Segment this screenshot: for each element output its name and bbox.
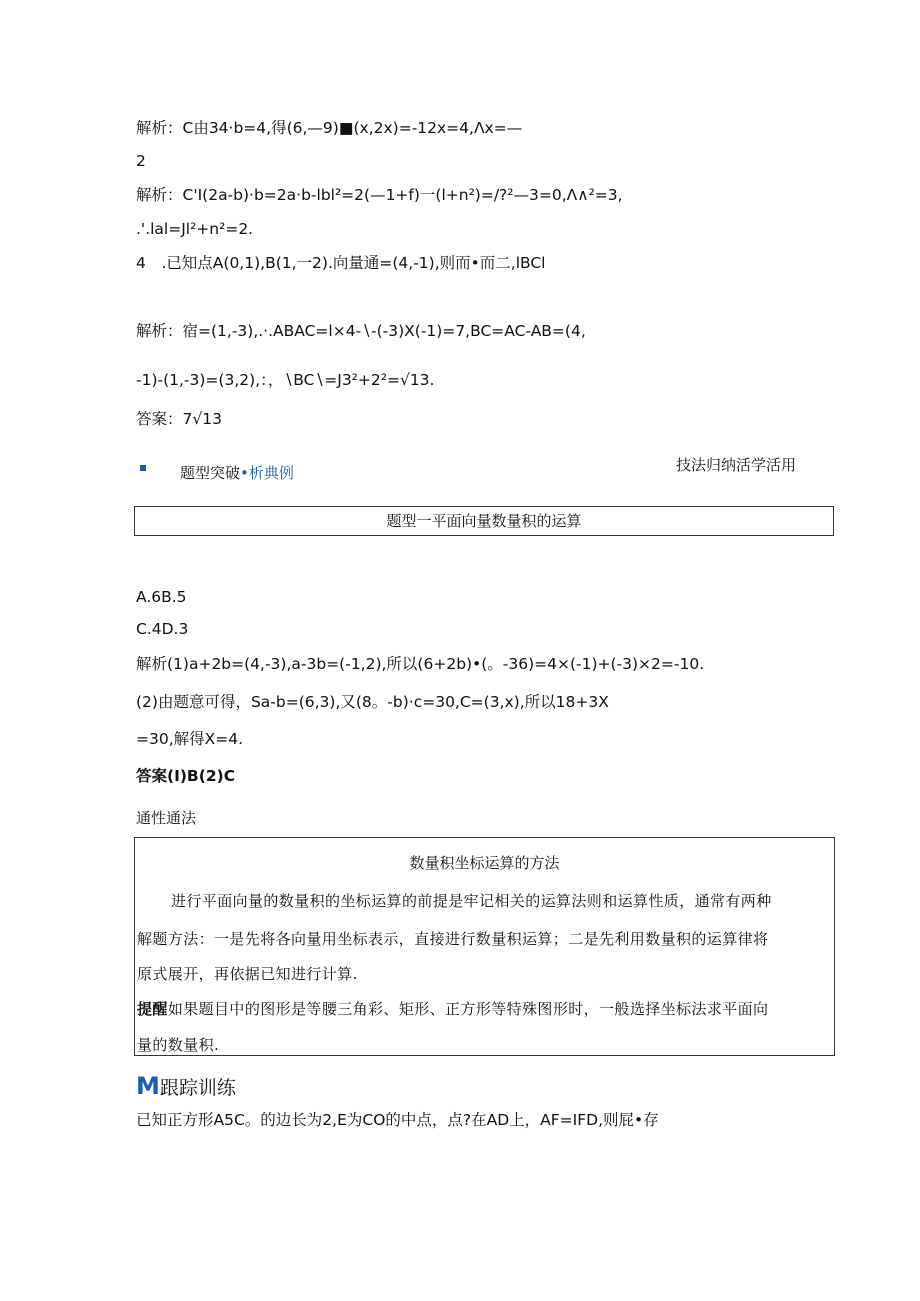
section-heading-accent: •析典例 [240, 464, 294, 482]
analysis-line-4: .'.lal=Jl²+n²=2. [136, 220, 254, 238]
general-method-label: 通性通法 [136, 809, 197, 827]
method-para-3: 原式展开，再依据已知进行计算. [137, 965, 358, 983]
section-heading [180, 463, 294, 483]
method-para-5: 量的数量积. [137, 1036, 220, 1054]
tip-text: 如果题目中的图形是等腰三角彩、矩形、正方形等特殊图形时，一般选择坐标法求平面向 [167, 1000, 769, 1018]
method-tip [137, 998, 768, 1019]
question-4: 4 .已知点A(0,1),B(1,一2).向量通=(4,-1),则而•而二,lBCl [136, 254, 546, 272]
option-line-2: C.4D.3 [136, 620, 189, 638]
section-bullet-icon [140, 465, 146, 471]
analysis-line-1: 解析：C由34·b=4,得(6,—9)■(x,2x)=-12x=4,Λx=— [136, 119, 523, 137]
topic-bar: 题型一平面向量数量积的运算 [134, 506, 834, 536]
solution-line-2: (2)由题意可得，Sa-b=(6,3),又(8。-b)·c=30,C=(3,x),所以18+3X [136, 693, 609, 711]
section-heading-text: 题型突破 [180, 464, 241, 482]
method-para-2: 解题方法：一是先将各向量用坐标表示，直接进行数量积运算；二是先利用数量积的运算律将 [137, 930, 769, 948]
section-subheading: 技法归纳活学活用 [676, 456, 797, 474]
solution-line-1: 解析(1)a+2b=(4,-3),a-3b=(-1,2),所以(6+2b)•(。-36)=4×(-1)+(-3)×2=-10. [136, 655, 705, 673]
tip-label: 提醒 [137, 1000, 168, 1018]
training-heading-text: 跟踪训练 [159, 1077, 236, 1099]
analysis-line-6: -1)-(1,-3)=(3,2),：，∖BC∖=J3²+2²=√13. [136, 371, 435, 389]
training-question: 已知正方形A5C。的边长为2,E为CO的中点，点?在AD上，AF=IFD,则屁•存 [136, 1111, 659, 1129]
method-box [134, 837, 835, 1056]
training-letter: M [136, 1072, 160, 1100]
solution-answer: 答案(I)B(2)C [136, 767, 236, 785]
training-heading [136, 1072, 236, 1100]
analysis-line-2: 2 [136, 152, 146, 170]
method-title: 数量积坐标运算的方法 [409, 854, 560, 872]
option-line-1: A.6B.5 [136, 588, 187, 606]
method-para-1: 进行平面向量的数量积的坐标运算的前提是牢记相关的运算法则和运算性质，通常有两种 [171, 892, 772, 910]
solution-line-3: =30,解得X=4. [136, 730, 244, 748]
analysis-line-3: 解析：C'I(2a-b)·b=2a·b-lbl²=2(—1+f)一(l+n²)=/?²—3=0,Λ∧²=3, [136, 186, 623, 204]
analysis-line-5: 解析：宿=(1,-3),.·.ABAC=l×4-∖-(-3)X(-1)=7,BC=AC-AB=(4, [136, 322, 586, 340]
answer-line: 答案：7√13 [136, 410, 222, 428]
